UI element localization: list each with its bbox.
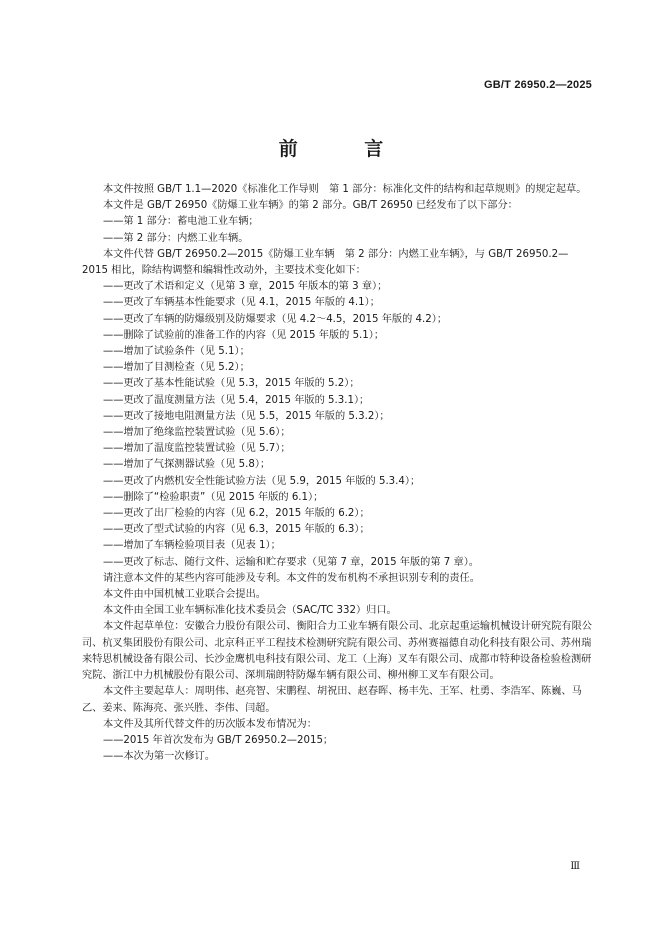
paragraph: 本文件是 GB/T 26950《防爆工业车辆》的第 2 部分。GB/T 26950 已经发布了以下部分： [103,200,518,212]
paragraph: 本文件主要起草人：周明伟、赵亮智、宋鹏程、胡祝田、赵春晖、杨丰先、王军、杜勇、李浩军、陈巍、马乙、姜来、陈海亮、张兴胜、李伟、闫超。 [82,686,582,714]
list-item: ——更改了车辆基本性能要求（见 4.1，2015 年版的 4.1）； [103,297,380,309]
list-item: ——更改了接地电阻测量方法（见 5.5，2015 年版的 5.3.2）； [103,410,390,422]
list-item: ——2015 年首次发布为 GB/T 26950.2—2015； [103,734,334,746]
page-number: Ⅲ [570,861,580,872]
list-item: ——删除了试验前的准备工作的内容（见 2015 年版的 5.1）； [103,329,385,341]
list-item: ——增加了绝缘监控装置试验（见 5.6）； [103,427,291,439]
list-item: ——更改了标志、随行文件、运输和贮存要求（见第 7 章，2015 年版的第 7 章）。 [103,556,479,568]
paragraph: 本文件起草单位：安徽合力股份有限公司、衡阳合力工业车辆有限公司、北京起重运输机械设计研究院有限公司、杭叉集团股份有限公司、北京科正平工程技术检测研究院有限公司、苏州赛福德自动化科技有限公司、苏州瑞来特思机械设备有限公司、长沙金鹰机电科技有限公司、龙工（上海）叉车有限公司、成都市特种设备检验检测研究院、浙江中力机械股份有限公司、深圳瑞朗特防爆车辆有限公司、柳州柳工叉车有限公司。 [82,621,592,682]
list-item: ——更改了出厂检验的内容（见 6.2，2015 年版的 6.2）； [103,508,370,520]
list-item: ——更改了温度测量方法（见 5.4，2015 年版的 5.3.1）； [103,394,370,406]
list-item: ——增加了温度监控装置试验（见 5.7）； [103,443,291,455]
paragraph: 请注意本文件的某些内容可能涉及专利。本文件的发布机构不承担识别专利的责任。 [103,572,480,584]
paragraph: 本文件按照 GB/T 1.1—2020《标准化工作导则 第 1 部分：标准化文件的结构和起草规则》的规定起草。 [103,184,587,195]
list-item: ——更改了车辆的防爆级别及防爆要求（见 4.2～4.5，2015 年版的 4.2）； [103,313,448,325]
paragraph: 本文件由全国工业车辆标准化技术委员会（SAC/TC 332）归口。 [103,605,397,617]
list-item: ——本次为第一次修订。 [103,751,216,763]
list-item: ——第 2 部分：内燃工业车辆。 [103,232,249,244]
paragraph: 本文件代替 GB/T 26950.2—2015《防爆工业车辆 第 2 部分：内燃工业车辆》，与 GB/T 26950.2—2015 相比，除结构调整和编辑性改动外，主要技术变化如下： [82,248,569,277]
standard-number: GB/T 26950.2—2025 [484,79,592,91]
list-item: ——更改了内燃机安全性能试验方法（见 5.9，2015 年版的 5.3.4）； [103,475,421,487]
paragraph: 本文件由中国机械工业联合会提出。 [103,589,266,601]
list-item: ——增加了目测检查（见 5.2）； [103,362,250,374]
list-item: ——增加了气探测器试验（见 5.8）； [103,459,271,471]
page-title: 前 言 [278,138,414,160]
list-item: ——删除了“检验职责”（见 2015 年版的 6.1）； [103,491,324,503]
list-item: ——增加了车辆检验项目表（见表 1）； [103,540,281,552]
list-item: ——增加了试验条件（见 5.1）； [103,346,250,358]
list-item: ——更改了术语和定义（见第 3 章，2015 年版本的第 3 章）； [103,281,388,293]
paragraph: 本文件及其所代替文件的历次版本发布情况为： [103,718,317,730]
list-item: ——第 1 部分：蓄电池工业车辆； [103,216,259,228]
document-body [82,182,592,765]
list-item: ——更改了基本性能试验（见 5.3，2015 年版的 5.2）； [103,378,360,390]
list-item: ——更改了型式试验的内容（见 6.3，2015 年版的 6.3）； [103,524,370,536]
